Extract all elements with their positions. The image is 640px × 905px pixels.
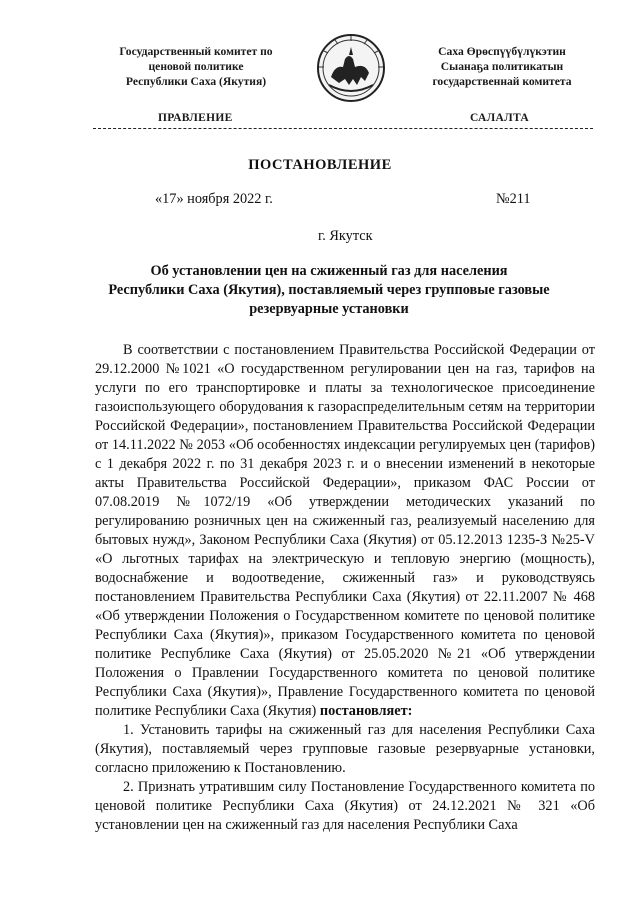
document-date: «17» ноября 2022 г. <box>155 191 273 207</box>
sakha-republic-coat-of-arms-icon <box>315 33 387 103</box>
document-city: г. Якутск <box>318 228 373 244</box>
resolves-keyword: постановляет: <box>319 703 413 719</box>
header-right-line: Саха Өрөспүүбүлүкэтин <box>438 45 566 58</box>
header-right-block <box>402 44 602 89</box>
header-left-block <box>96 44 296 89</box>
item-1-paragraph: 1. Установить тарифы на сжиженный газ для населения Республики Саха (Якутия), поставляемый через групповые газовые резервуарные установки, согласно приложению к Постановлению. <box>95 722 595 776</box>
item-2-paragraph: 2. Признать утратившим силу Постановление Государственного комитета по ценовой политике Республики Саха (Якутия) от 24.12.2021 № 321 «Об установлении цен на сжиженный газ для населения Республики Саха <box>95 779 595 833</box>
header-left-line: Государственный комитет по <box>119 45 273 58</box>
header-left-line: Республики Саха (Якутия) <box>125 75 267 88</box>
board-label-sakha: САЛАЛТА <box>470 112 529 124</box>
preamble-text: В соответствии с постановлением Правительства Российской Федерации от 29.12.2000 №1021 «О государственном регулировании цен на газ, тарифов на услуги по его транспортировке и платы за технологическое присоединение газоиспользующего оборудования к газораспределительным сетям на территории Российской Федерации», постановлением Правительства Российской Федерации от 14.11.2022 № 2053 «Об особенностях индексации регулируемых цен (тарифов) с 1 декабря 2022 г. по 31 декабря 2023 г. и о внесении изменений в некоторые акты Правительства Российской Федерации», приказом ФАС России от 07.08.2019 №1072/19 «Об утверждении методических указаний по регулированию розничных цен на сжиженный газ, реализуемый населению для бытовых нужд», Законом Республики Саха (Якутия) от 05.12.2013 1235-З №25-V «О льготных тарифах на электрическую и тепловую энергию (мощность), водоснабжение и водоотведение, сжиженный газ» и руководствуясь постановлением Правительства Республики Саха (Якутия) от 22.11.2007 № 468 «Об утверждении Положения о Государственном комитете по ценовой политике Республики Саха (Якутия)», приказом Государственного комитета по ценовой политике Республике Саха (Якутия) от 25.05.2020 №21 «Об утверждении Положения о Правлении Государственного комитета по ценовой политике Республики Саха (Якутия)», Правление Государственного комитета по ценовой политике Республики Саха (Якутия) <box>95 342 595 719</box>
subject-line: резервуарные установки <box>249 301 409 317</box>
header-right-line: государственнай комитета <box>432 75 572 88</box>
preamble-paragraph <box>95 341 595 721</box>
header-left-line: ценовой политике <box>148 60 244 73</box>
board-label-ru: ПРАВЛЕНИЕ <box>158 112 233 124</box>
document-body <box>95 341 595 835</box>
subject-line: Об установлении цен на сжиженный газ для населения <box>150 263 508 279</box>
document-title: ПОСТАНОВЛЕНИЕ <box>248 157 392 173</box>
dashed-divider <box>93 128 593 129</box>
header-right-line: Сыанаҕа политикатын <box>440 60 564 73</box>
document-number: №211 <box>496 191 531 207</box>
document-subject <box>108 262 550 319</box>
subject-line: Республики Саха (Якутия), поставляемый через групповые газовые <box>108 282 550 298</box>
